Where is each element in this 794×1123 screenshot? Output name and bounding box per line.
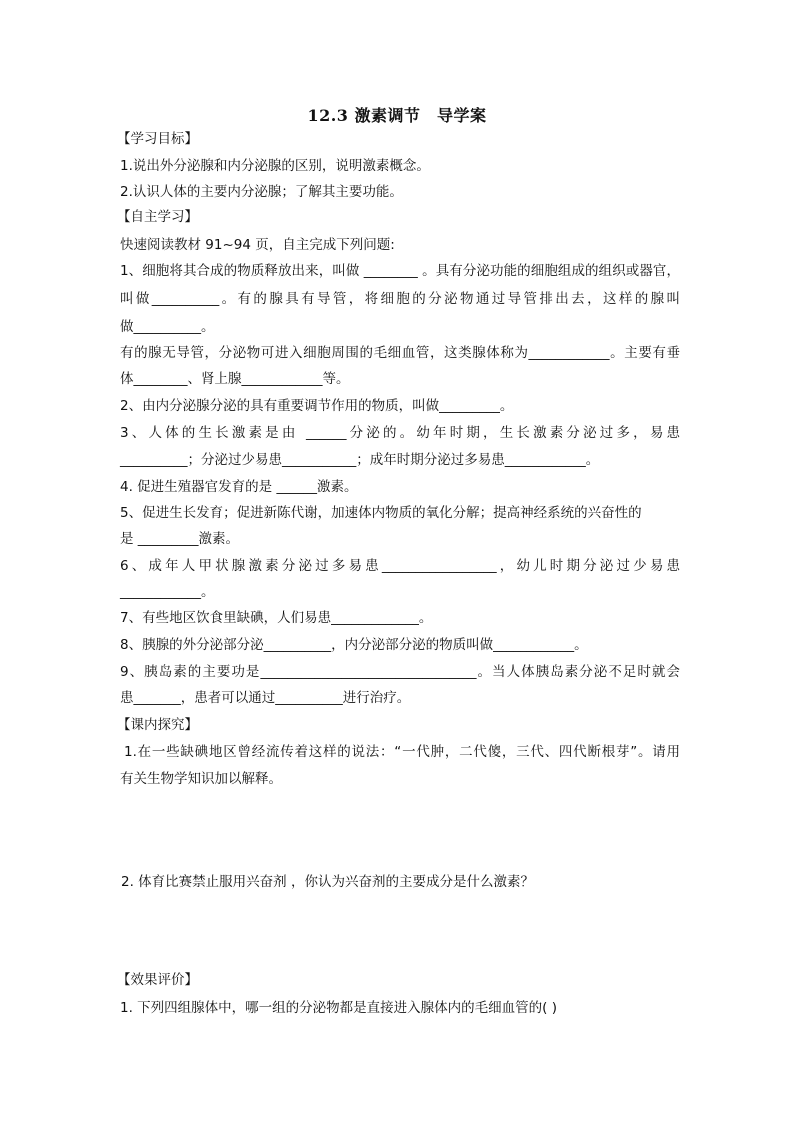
question-line: 患_______，患者可以通过__________进行治疗。 — [120, 690, 411, 706]
explore-line: 1.在一些缺碘地区曾经流传着这样的说法：“一代肿，二代傻，三代、四代断根芽”。请用 — [124, 744, 680, 760]
question-line: __________；分泌过少易患___________；成年时期分泌过多易患____________。 — [120, 452, 600, 468]
evaluation-item: 1. 下列四组腺体中，哪一组的分泌物都是直接进入腺体内的毛细血管的( ) — [120, 1000, 557, 1016]
question-line: 9、胰岛素的主要功是________________________________。当人体胰岛素分泌不足时就会 — [120, 664, 680, 680]
question-line: 5、促进生长发育；促进新陈代谢，加速体内物质的氧化分解；提高神经系统的兴奋性的 — [120, 505, 642, 521]
page-title: 12.3 激素调节 导学案 — [307, 106, 487, 125]
section-goals: 【学习目标】 — [117, 131, 198, 147]
intro-text: 快速阅读教材 91~94 页，自主完成下列问题: — [120, 237, 395, 253]
question-line: 6、成年人甲状腺激素分泌过多易患_________________，幼儿时期分泌过少易患 — [120, 558, 680, 574]
section-self-study: 【自主学习】 — [117, 209, 198, 225]
question-line: 有的腺无导管，分泌物可进入细胞周围的毛细血管，这类腺体称为____________。主要有垂 — [120, 345, 680, 361]
question-line: 2、由内分泌腺分泌的具有重要调节作用的物质，叫做_________。 — [120, 398, 514, 414]
section-explore: 【课内探究】 — [117, 717, 198, 733]
explore-line: 有关生物学知识加以解释。 — [120, 771, 282, 787]
section-evaluation: 【效果评价】 — [117, 972, 198, 988]
question-line: 做__________。 — [120, 319, 215, 335]
question-line: 叫做__________。有的腺具有导管，将细胞的分泌物通过导管排出去，这样的腺叫 — [120, 291, 680, 307]
question-line: 体________、肾上腺____________等。 — [120, 371, 350, 387]
goal-item: 2.认识人体的主要内分泌腺；了解其主要功能。 — [120, 184, 403, 200]
explore-line: 2. 体育比赛禁止服用兴奋剂 ，你认为兴奋剂的主要成分是什么激素？ — [121, 874, 534, 890]
question-line: ____________。 — [120, 584, 215, 600]
question-line: 7、有些地区饮食里缺碘，人们易患_____________。 — [120, 610, 433, 626]
question-line: 3、人体的生长激素是由 ______分泌的。幼年时期，生长激素分泌过多，易患 — [120, 425, 680, 441]
question-line: 是 _________激素。 — [120, 531, 240, 547]
goal-item: 1.说出外分泌腺和内分泌腺的区别，说明激素概念。 — [120, 158, 430, 174]
question-line: 8、胰腺的外分泌部分泌__________，内分泌部分泌的物质叫做____________。 — [120, 637, 588, 653]
question-line: 1、细胞将其合成的物质释放出来，叫做 ________ 。具有分泌功能的细胞组成的组织或器官， — [120, 263, 680, 279]
question-line: 4. 促进生殖器官发育的是 ______激素。 — [120, 479, 358, 495]
